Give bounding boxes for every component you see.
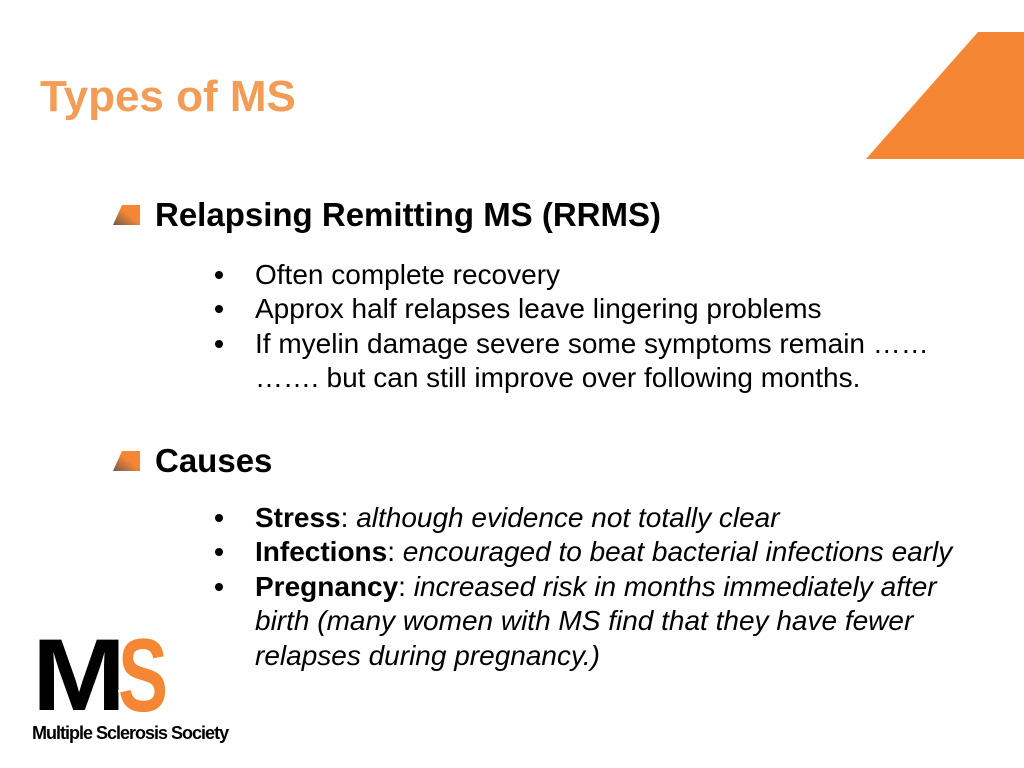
bullet-line: birth (many women with MS find that they have fewer (255, 605, 914, 637)
bullet-item-stress (214, 501, 952, 535)
bullet-text: although evidence not totally clear (356, 502, 780, 533)
bullet-label: Infections (255, 536, 388, 568)
slide-title: Types of MS (40, 72, 296, 121)
bullet-text: encouraged to beat bacterial infections early (402, 536, 953, 568)
logo-letter-s: S (118, 618, 168, 734)
label-separator: : (398, 570, 406, 602)
section-heading-rrms (113, 198, 733, 238)
bullet-line: ……. but can still improve over following months. (255, 362, 861, 394)
bullet-item-infections (214, 535, 952, 569)
bullet-text: increased risk in months immediately after (413, 570, 937, 602)
bullet-marker (215, 340, 223, 348)
orange-square-bullet-icon (113, 451, 140, 471)
bullet-line (255, 570, 952, 604)
logo-letter-m: M (32, 618, 126, 732)
bullet-item (214, 292, 929, 326)
section-heading-text: Relapsing Remitting MS (RRMS) (155, 196, 662, 233)
bullet-marker (215, 548, 223, 556)
label-separator: : (340, 502, 349, 533)
bullet-item (214, 258, 929, 292)
label-separator: : (387, 536, 396, 568)
causes-bullet-list (214, 501, 952, 673)
ms-society-logo (30, 618, 175, 734)
section-heading-causes (113, 444, 733, 484)
rrms-bullet-list (214, 258, 929, 396)
bullet-marker (215, 271, 223, 279)
section-heading-text: Causes (155, 442, 273, 479)
bullet-marker (215, 514, 223, 522)
bullet-item-pregnancy (214, 570, 952, 673)
bullet-marker (215, 305, 223, 313)
logo-organization-name: Multiple Sclerosis Society (32, 723, 229, 743)
bullet-line: If myelin damage severe some symptoms remain …… (255, 327, 929, 359)
bullet-label: Stress (255, 502, 341, 533)
bullet-item (214, 327, 929, 396)
bullet-line (255, 501, 952, 535)
bullet-line: Approx half relapses leave lingering problems (255, 293, 822, 325)
bullet-line (255, 535, 952, 569)
bullet-label: Pregnancy (255, 570, 399, 602)
bullet-marker (215, 583, 223, 591)
bullet-line: relapses during pregnancy.) (255, 639, 601, 671)
orange-square-bullet-icon (113, 205, 140, 225)
corner-accent-shape (866, 32, 1024, 159)
bullet-line: Often complete recovery (255, 259, 561, 290)
